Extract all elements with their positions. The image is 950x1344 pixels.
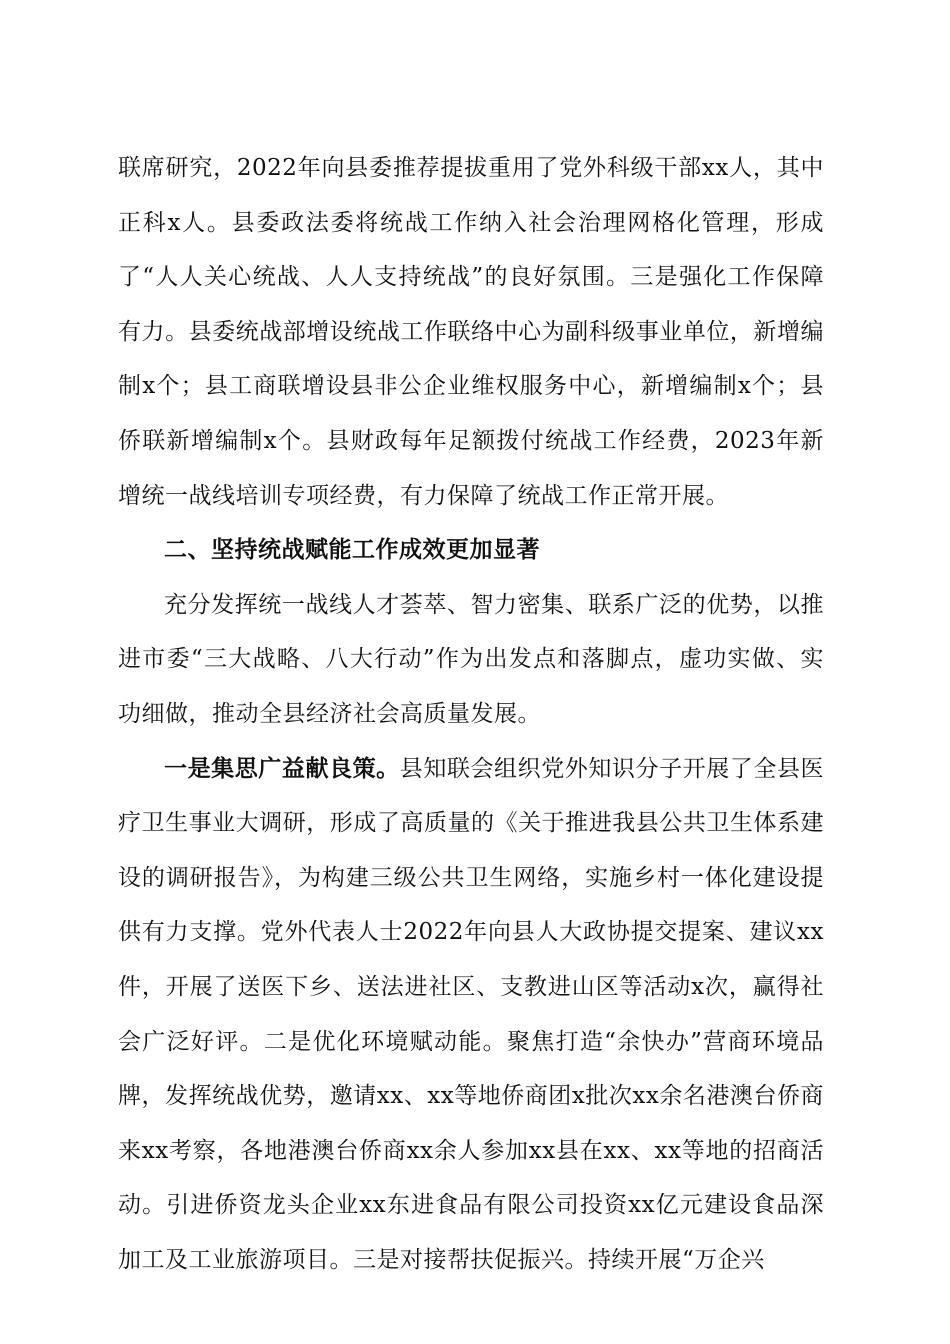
continuation-paragraph: 联席研究，2022年向县委推荐提拔重用了党外科级干部xx人，其中正科x人。县委政法委将统战工作纳入社会治理网格化管理，形成了“人人关心统战、人人支持统战”的良好氛围。三是强化工作保障有力。县委统战部增设统战工作联络中心为副科级事业单位，新增编制x个；县工商联增设县非公企业维权服务中心，新增编制x个；县侨联新增编制x个。县财政每年足额拨付统战工作经费，2023年新增统一战线培训专项经费，有力保障了统战工作正常开展。	[118, 155, 824, 509]
point-one-paragraph	[118, 742, 824, 1288]
point-one-body: 县知联会组织党外知识分子开展了全县医疗卫生事业大调研，形成了高质量的《关于推进我县公共卫生体系建设的调研报告》，为构建三级公共卫生网络，实施乡村一体化建设提供有力支撑。党外代表人士2022年向县人大政协提交提案、建议xx件，开展了送医下乡、送法进社区、支教进山区等活动x次，赢得社会广泛好评。二是优化环境赋动能。聚焦打造“余快办”营商环境品牌，发挥统战优势，邀请xx、xx等地侨商团x批次xx余名港澳台侨商来xx考察，各地港澳台侨商xx余人参加xx县在xx、xx等地的招商活动。引进侨资龙头企业xx东进食品有限公司投资xx亿元建设食品深加工及工业旅游项目。三是对接帮扶促振兴。持续开展“万企兴	[118, 755, 825, 1273]
point-one-lead: 一是集思广益献良策。	[164, 755, 400, 782]
document-page	[118, 141, 824, 1287]
section-heading: 二、坚持统战赋能工作成效更加显著	[164, 537, 540, 564]
intro-paragraph: 充分发挥统一战线人才荟萃、智力密集、联系广泛的优势，以推进市委“三大战略、八大行动”作为出发点和落脚点，虚功实做、实功细做，推动全县经济社会高质量发展。	[118, 591, 824, 727]
